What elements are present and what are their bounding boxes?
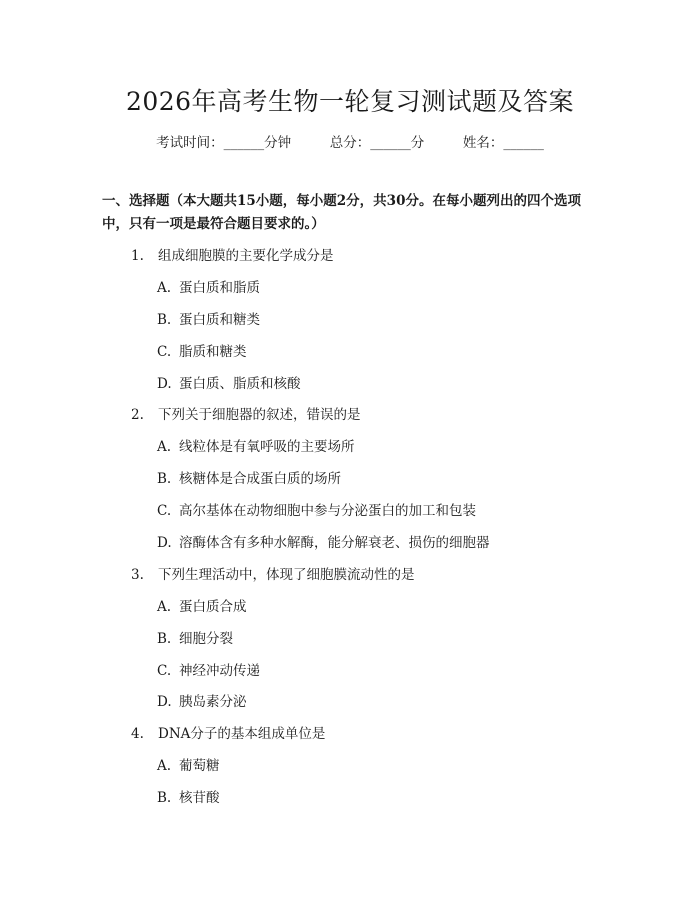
option-letter: B.: [157, 471, 172, 487]
score-blank: ______: [370, 135, 411, 151]
name-label: 姓名：: [462, 135, 504, 151]
question-number: 2.: [131, 407, 144, 423]
question-4-option-b[interactable]: [157, 786, 220, 806]
question-number: 4.: [131, 726, 144, 742]
question-4-option-a[interactable]: [157, 754, 220, 774]
option-text: 胰岛素分泌: [179, 694, 247, 710]
question-1-option-d[interactable]: [157, 372, 301, 392]
option-letter: D.: [157, 694, 172, 710]
question-1-option-c[interactable]: [157, 340, 247, 360]
option-text: 核糖体是合成蛋白质的场所: [179, 471, 341, 487]
question-2-option-c[interactable]: [157, 499, 476, 519]
section-heading: 一、选择题（本大题共15小题，每小题2分，共30分。在每小题列出的四个选项中，只有一项是最符合题目要求的。）: [102, 193, 581, 232]
option-text: 核苷酸: [179, 790, 220, 806]
question-3-option-d[interactable]: [157, 690, 247, 710]
option-letter: B.: [157, 790, 172, 806]
score-label: 总分：: [329, 135, 371, 151]
question-3: [131, 563, 415, 583]
question-4: [131, 722, 325, 742]
option-letter: D.: [157, 535, 172, 551]
question-3-option-a[interactable]: [157, 595, 247, 615]
option-text: 神经冲动传递: [179, 663, 260, 679]
exam-meta: [0, 131, 700, 151]
option-text: 脂质和糖类: [179, 344, 247, 360]
question-text: 下列生理活动中，体现了细胞膜流动性的是: [158, 567, 415, 583]
question-2-option-a[interactable]: [157, 435, 355, 455]
option-text: 线粒体是有氧呼吸的主要场所: [179, 439, 355, 455]
option-letter: C.: [157, 344, 172, 360]
option-letter: B.: [157, 631, 172, 647]
option-letter: A.: [157, 599, 172, 615]
option-letter: A.: [157, 439, 172, 455]
page-title: 2026年高考生物一轮复习测试题及答案: [125, 87, 575, 116]
option-text: 蛋白质和脂质: [179, 280, 260, 296]
question-1-option-a[interactable]: [157, 276, 260, 296]
question-text: 组成细胞膜的主要化学成分是: [158, 248, 334, 264]
option-letter: C.: [157, 503, 172, 519]
option-text: 溶酶体含有多种水解酶，能分解衰老、损伤的细胞器: [179, 535, 490, 551]
score-unit: 分: [410, 135, 425, 151]
question-number: 3.: [131, 567, 144, 583]
question-1-option-b[interactable]: [157, 308, 260, 328]
time-label: 考试时间：: [156, 135, 224, 151]
question-3-option-c[interactable]: [157, 659, 260, 679]
option-text: 葡萄糖: [179, 758, 220, 774]
question-number: 1.: [131, 248, 144, 264]
option-letter: A.: [157, 758, 172, 774]
option-letter: A.: [157, 280, 172, 296]
question-text: 下列关于细胞器的叙述，错误的是: [158, 407, 361, 423]
option-text: 细胞分裂: [179, 631, 233, 647]
question-text: DNA分子的基本组成单位是: [158, 726, 326, 742]
question-2: [131, 403, 361, 423]
option-text: 高尔基体在动物细胞中参与分泌蛋白的加工和包装: [179, 503, 476, 519]
option-letter: D.: [157, 376, 172, 392]
option-text: 蛋白质、脂质和核酸: [179, 376, 301, 392]
time-blank: ______: [223, 135, 265, 151]
name-blank: ______: [503, 135, 544, 151]
time-unit: 分钟: [264, 135, 292, 151]
question-3-option-b[interactable]: [157, 627, 233, 647]
option-letter: C.: [157, 663, 172, 679]
option-text: 蛋白质和糖类: [179, 312, 260, 328]
option-letter: B.: [157, 312, 172, 328]
option-text: 蛋白质合成: [179, 599, 247, 615]
question-1: [131, 244, 334, 264]
question-2-option-d[interactable]: [157, 531, 490, 551]
question-2-option-b[interactable]: [157, 467, 341, 487]
